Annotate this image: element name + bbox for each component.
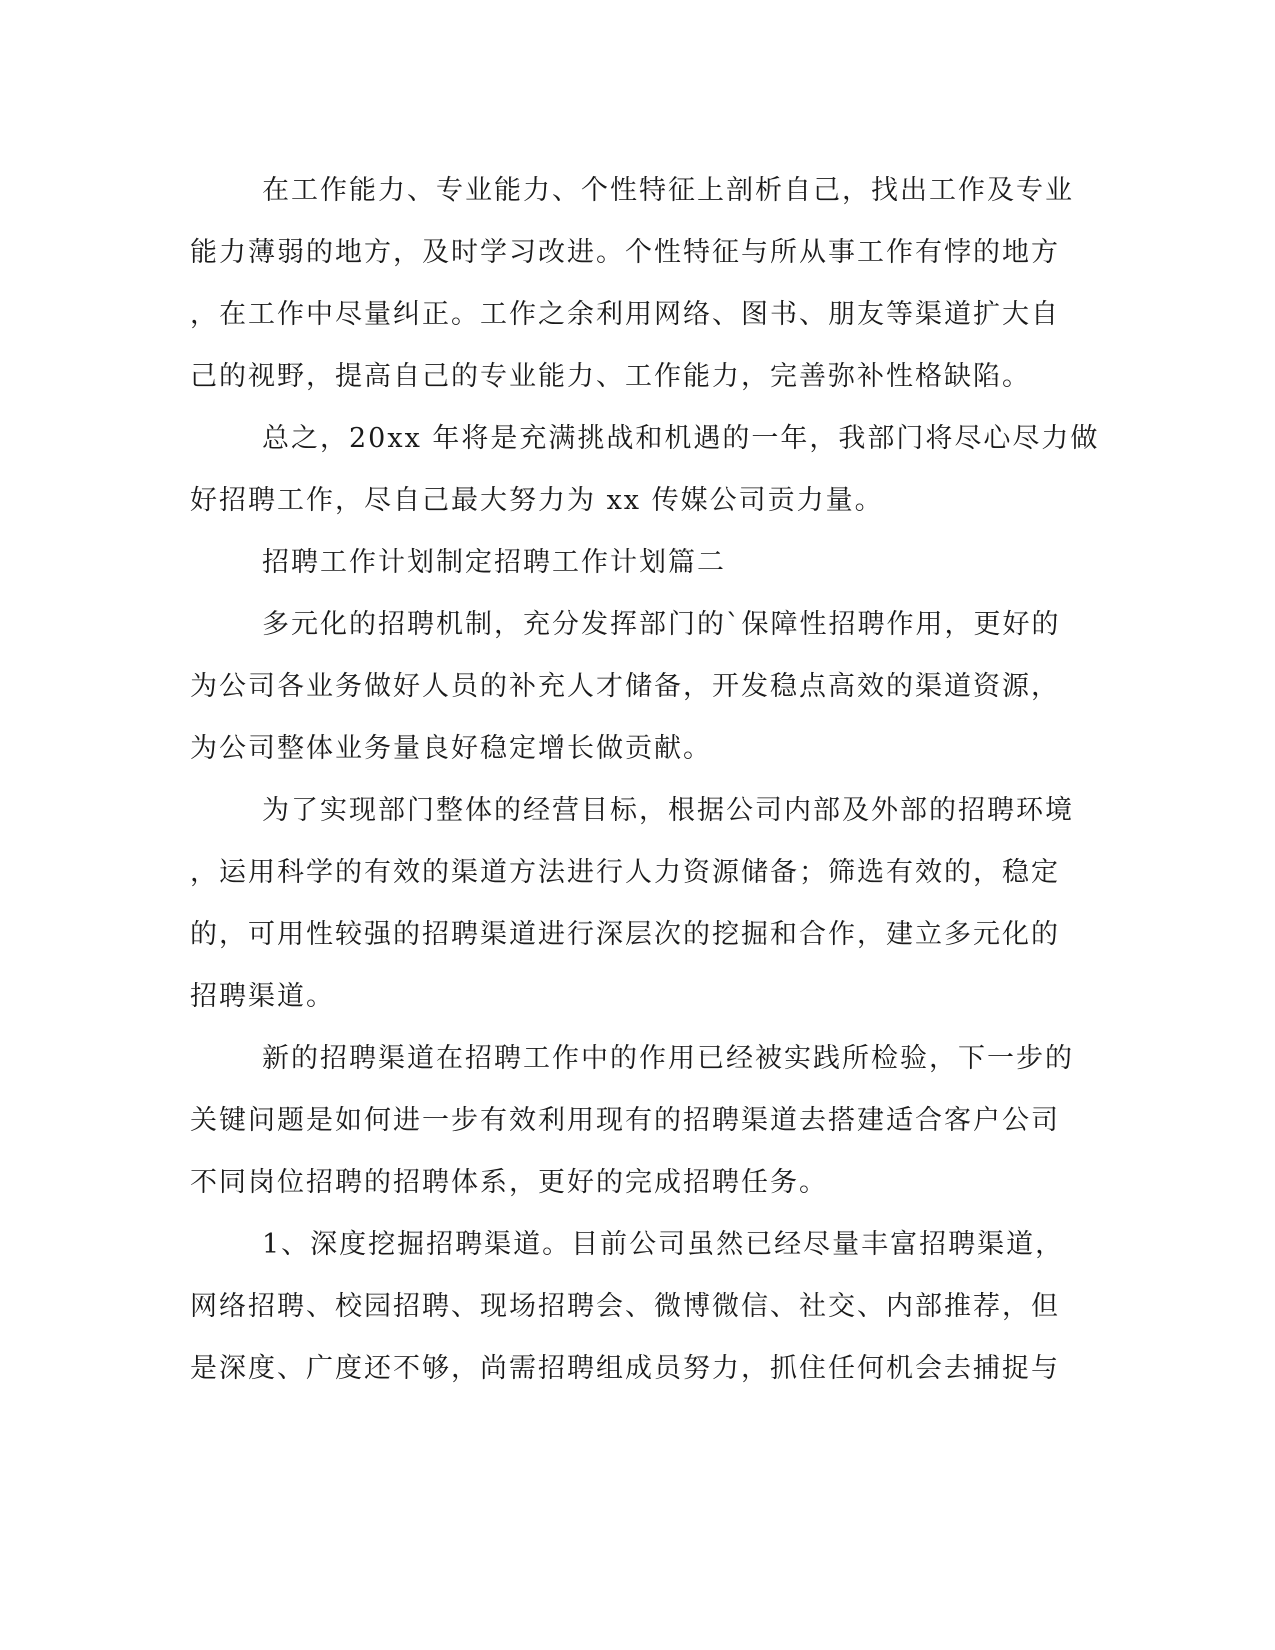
paragraph-line: 不同岗位招聘的招聘体系，更好的完成招聘任务。 — [190, 1167, 828, 1198]
paragraph-line: ，在工作中尽量纠正。工作之余利用网络、图书、朋友等渠道扩大自 — [190, 299, 1060, 330]
paragraph-line: 1、深度挖掘招聘渠道。目前公司虽然已经尽量丰富招聘渠道， — [262, 1229, 1065, 1260]
paragraph-line: ，运用科学的有效的渠道方法进行人力资源储备；筛选有效的，稳定 — [190, 857, 1060, 888]
paragraph-line: 为了实现部门整体的经营目标，根据公司内部及外部的招聘环境 — [262, 795, 1074, 826]
paragraph-line: 招聘渠道。 — [190, 981, 335, 1012]
paragraph-line: 是深度、广度还不够，尚需招聘组成员努力，抓住任何机会去捕捉与 — [190, 1353, 1060, 1384]
paragraph-line: 总之，20xx 年将是充满挑战和机遇的一年，我部门将尽心尽力做 — [262, 423, 1100, 454]
section-heading: 招聘工作计划制定招聘工作计划篇二 — [262, 547, 726, 578]
paragraph-line: 为公司整体业务量良好稳定增长做贡献。 — [190, 733, 712, 764]
paragraph-line: 在工作能力、专业能力、个性特征上剖析自己，找出工作及专业 — [262, 175, 1074, 206]
paragraph-line: 己的视野，提高自己的专业能力、工作能力，完善弥补性格缺陷。 — [190, 361, 1031, 392]
document-body — [190, 160, 1100, 1400]
paragraph-line: 能力薄弱的地方，及时学习改进。个性特征与所从事工作有悖的地方 — [190, 237, 1060, 268]
paragraph-line: 的，可用性较强的招聘渠道进行深层次的挖掘和合作，建立多元化的 — [190, 919, 1060, 950]
paragraph-line: 为公司各业务做好人员的补充人才储备，开发稳点高效的渠道资源， — [190, 671, 1060, 702]
paragraph-line: 关键问题是如何进一步有效利用现有的招聘渠道去搭建适合客户公司 — [190, 1105, 1060, 1136]
paragraph-line: 新的招聘渠道在招聘工作中的作用已经被实践所检验，下一步的 — [262, 1043, 1074, 1074]
paragraph-line: 好招聘工作，尽自己最大努力为 xx 传媒公司贡力量。 — [190, 485, 884, 516]
paragraph-line: 网络招聘、校园招聘、现场招聘会、微博微信、社交、内部推荐，但 — [190, 1291, 1060, 1322]
paragraph-line: 多元化的招聘机制，充分发挥部门的`保障性招聘作用，更好的 — [262, 609, 1061, 640]
